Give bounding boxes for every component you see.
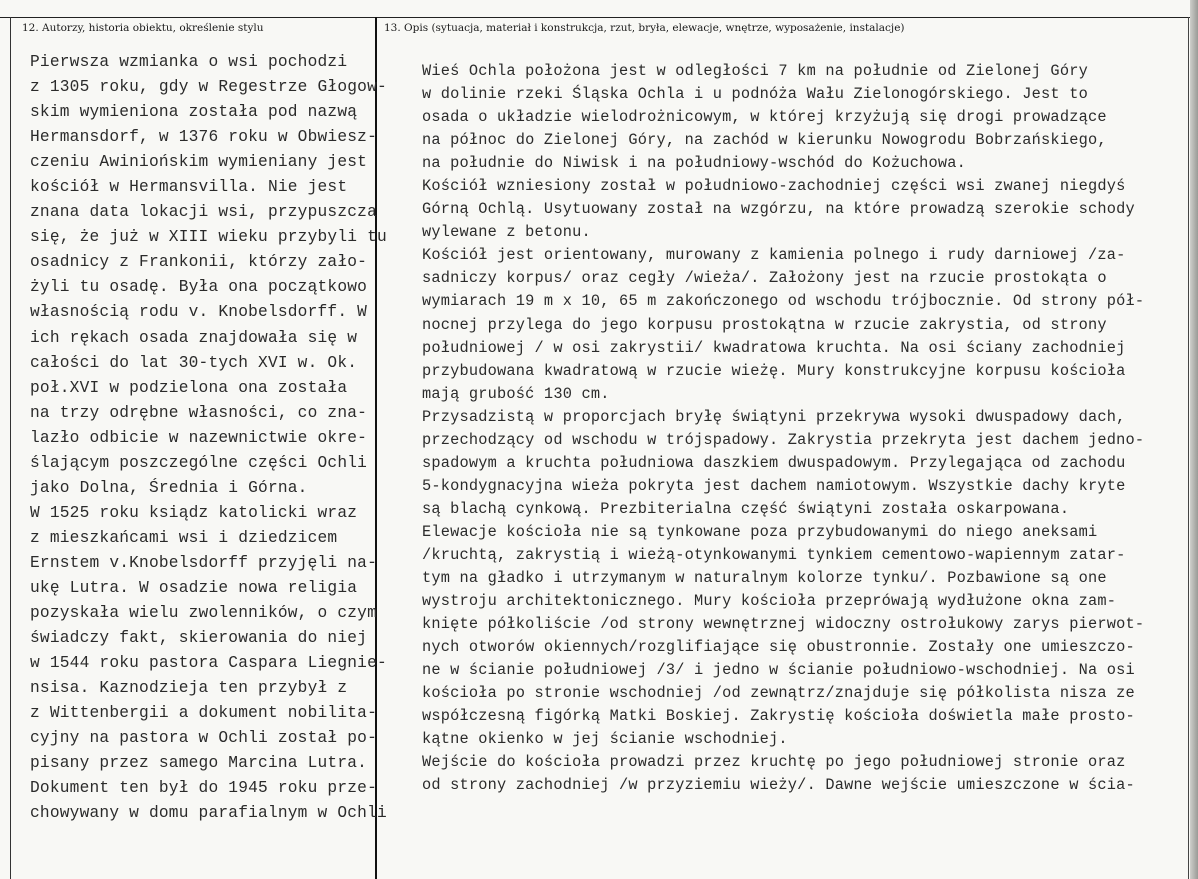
history-text-line: świadczy fakt, skierowania do niej	[30, 629, 368, 648]
description-text-line: osada o układzie wielodrożnicowym, w której krzyżują się drogi prowadzące	[422, 108, 1107, 127]
description-text-line: Górną Ochlą. Usytuowany został na wzgórzu, na które prowadzą szerokie schody	[422, 200, 1135, 219]
history-text-line: znana data lokacji wsi, przypuszcza	[30, 203, 377, 222]
description-text-line: są blachą cynkową. Prezbiterialna część świątyni została oskarpowana.	[422, 499, 1070, 518]
description-text-line: ne w ścianie południowej /3/ i jedno w ścianie południowo-wschodniej. Na osi	[422, 661, 1135, 680]
history-text-line: lazło odbicie w nazewnictwie okre-	[30, 428, 368, 447]
history-text-line: ich rękach osada znajdowała się w	[30, 328, 358, 347]
history-text-line: pozyskała wielu zwolenników, o czym	[30, 604, 377, 623]
description-text-line: przybudowana kwadratową w rzucie wieżę. Mury konstrukcyjne korpusu kościoła	[422, 361, 1126, 380]
history-text-line: się, że już w XIII wieku przybyli tu	[30, 228, 387, 247]
form-left-rule	[10, 17, 11, 879]
history-text-line: jako Dolna, Średnia i Górna.	[30, 478, 308, 497]
history-text-line: chowywany w domu parafialnym w Ochli	[30, 804, 387, 823]
description-text-line: współczesną figórką Matki Boskiej. Zakrystię kościoła doświetla małe prosto-	[422, 707, 1135, 726]
history-text-line: w 1544 roku pastora Caspara Liegnie-	[30, 654, 387, 673]
description-text-line: tym na gładko i utrzymanym w naturalnym kolorze tynku/. Pozbawione są one	[422, 569, 1107, 588]
history-text-line: Pierwsza wzmianka o wsi pochodzi	[30, 53, 348, 71]
history-text-line: na trzy odrębne własności, co zna-	[30, 403, 368, 422]
history-text-line: z Wittenbergii a dokument nobilita-	[30, 704, 377, 723]
history-text-line: osadnicy z Frankonii, którzy zało-	[30, 253, 368, 272]
history-text-line: żyli tu osadę. Była ona początkowo	[30, 278, 368, 297]
description-text-line: Kościół jest orientowany, murowany z kamienia polnego i rudy darniowej /za-	[422, 246, 1126, 265]
description-text-line: przechodzący od wschodu w trójspadowy. Zakrystia przekryta jest dachem jedno-	[422, 430, 1145, 449]
description-text-line: spadowym a kruchta południowa daszkiem dwuspadowym. Przylegająca od zachodu	[422, 453, 1126, 472]
description-text-line: Wejście do kościoła prowadzi przez kruchtę po jego południowej stronie oraz	[422, 753, 1126, 772]
description-text-line: południowej / w osi zakrystii/ kwadratowa kruchta. Na osi ściany zachodniej	[422, 338, 1126, 357]
description-text-line: wymiarach 19 m x 10, 65 m zakończonego od wschodu trójbocznie. Od strony pół-	[422, 292, 1145, 311]
history-text-line: z 1305 roku, gdy w Regestrze Głogow-	[30, 78, 387, 97]
history-text-line: czeniu Awiniońskim wymieniany jest	[30, 153, 368, 172]
history-text-line: skim wymieniona została pod nazwą	[30, 103, 358, 122]
description-text-line: wystroju architektonicznego. Mury kościoła przeprówają wydłużone okna zam-	[422, 592, 1117, 611]
description-text-line: od strony zachodniej /w przyziemiu wieży/. Dawne wejście umieszczone w ścia-	[422, 776, 1135, 795]
description-text-line: na północ do Zielonej Góry, na zachód w kierunku Nowogrodu Bobrzańskiego,	[422, 131, 1107, 150]
history-text-line: z mieszkańcami wsi i dziedzicem	[30, 528, 338, 547]
description-text-line: knięte półkoliście /od strony wewnętrznej widoczny ostrołukowy zarys pierwot-	[422, 615, 1145, 634]
description-text-column	[422, 60, 1192, 798]
description-text-line: kościoła po stronie wschodniej /od zewnątrz/znajduje się półkolista nisza ze	[422, 684, 1135, 703]
description-text-line: wylewane z betonu.	[422, 223, 591, 242]
section-13-header: 13. Opis (sytuacja, materiał i konstrukcja, rzut, bryła, elewacje, wnętrze, wyposażenie, instalacje)	[384, 22, 905, 34]
history-text-line: Hermansdorf, w 1376 roku w Obwiesz-	[30, 128, 377, 147]
description-text-line: kątne okienko w jej ścianie wschodniej.	[422, 730, 788, 749]
description-text-line: /kruchtą, zakrystią i wieżą-otynkowanymi tynkiem cementowo-wapiennym zatar-	[422, 545, 1126, 564]
description-text-line: nych otworów okiennych/rozglifiające się obustronnie. Zostały one umieszczo-	[422, 638, 1135, 657]
description-text-line: sadniczy korpus/ oraz cegły /wieża/. Założony jest na rzucie prostokąta o	[422, 269, 1107, 288]
description-text-line: mają grubość 130 cm.	[422, 384, 610, 403]
history-text-line: całości do lat 30-tych XVI w. Ok.	[30, 353, 358, 372]
history-text-line: Dokument ten był do 1945 roku prze-	[30, 779, 377, 798]
history-text-line: ślającym poszczególne części Ochli	[30, 453, 368, 472]
history-text-line: nsisa. Kaznodzieja ten przybył z	[30, 679, 348, 698]
description-text-line: w dolinie rzeki Śląska Ochla i u podnóża Wału Zielonogórskiego. Jest to	[422, 85, 1088, 104]
description-text-line: 5-kondygnacyjna wieża pokryta jest dachem namiotowym. Wszystkie dachy kryte	[422, 476, 1126, 495]
section-12-header: 12. Autorzy, historia obiektu, określenie stylu	[22, 22, 264, 34]
history-text-line: własnością rodu v. Knobelsdorff. W	[30, 303, 368, 322]
history-text-line: pisany przez samego Marcina Lutra.	[30, 754, 368, 773]
description-text-line: Elewacje kościoła nie są tynkowane poza przybudowanymi do niego aneksami	[422, 522, 1098, 541]
history-text-line: Ernstem v.Knobelsdorff przyjęli na-	[30, 553, 377, 572]
form-top-rule	[0, 17, 1198, 18]
description-text-line: na południe do Niwisk i na południowy-wschód do Kożuchowa.	[422, 154, 967, 173]
description-text-line: Wieś Ochla położona jest w odległości 7 km na południe od Zielonej Góry	[422, 62, 1088, 80]
description-text-line: Przysadzistą w proporcjach bryłę świątyni przekrywa wysoki dwuspadowy dach,	[422, 407, 1126, 426]
history-text-line: W 1525 roku ksiądz katolicki wraz	[30, 503, 358, 522]
history-text-line: cyjny na pastora w Ochli został po-	[30, 729, 377, 748]
description-text-line: Kościół wzniesiony został w południowo-zachodniej części wsi zwanej niegdyś	[422, 177, 1126, 196]
history-text-line: ukę Lutra. W osadzie nowa religia	[30, 578, 358, 597]
history-text-line: poł.XVI w podzielona ona została	[30, 378, 348, 397]
description-text-line: nocnej przylega do jego korpusu prostokątna w rzucie zakrystia, od strony	[422, 315, 1107, 334]
history-text-line: kościół w Hermansvilla. Nie jest	[30, 178, 348, 197]
history-text-column	[30, 50, 392, 826]
